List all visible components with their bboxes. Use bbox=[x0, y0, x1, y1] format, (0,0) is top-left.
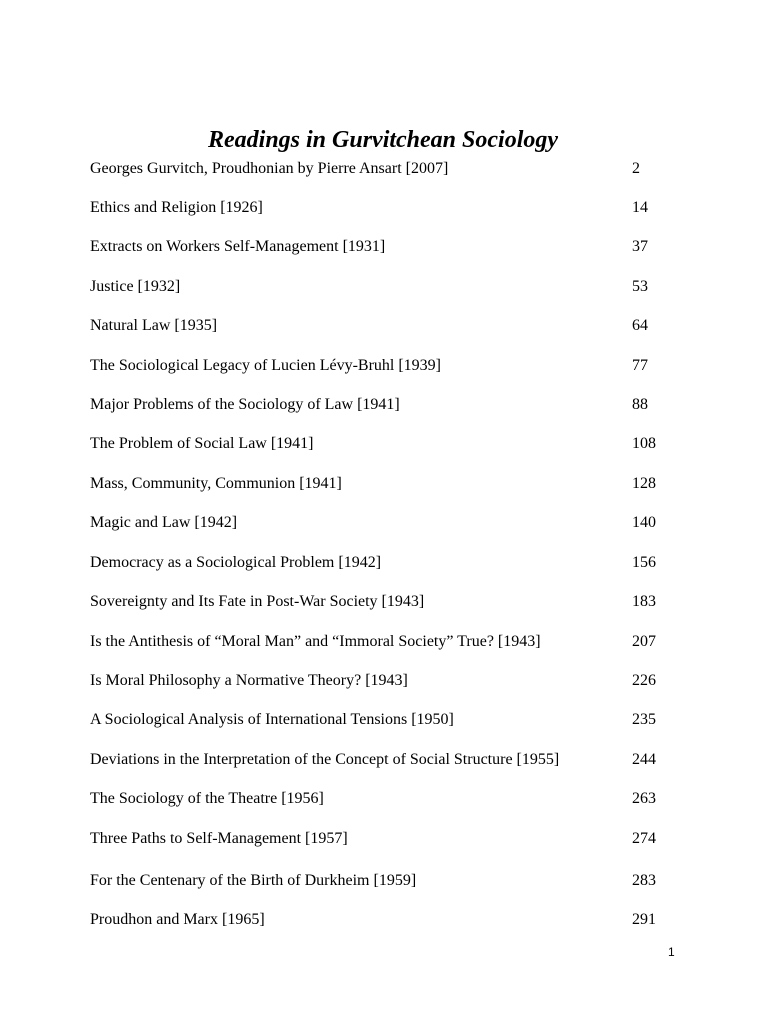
toc-entry-title: A Sociological Analysis of International Tensions [1950] bbox=[90, 711, 454, 728]
toc-entry-page-number: 64 bbox=[632, 317, 648, 334]
toc-entry bbox=[0, 827, 768, 851]
toc-entry bbox=[0, 196, 768, 220]
toc-entry bbox=[0, 630, 768, 654]
toc-entry-title: For the Centenary of the Birth of Durkheim [1959] bbox=[90, 872, 417, 889]
toc-entry-page-number: 291 bbox=[632, 911, 656, 928]
toc-entry-page-number: 108 bbox=[632, 435, 656, 452]
toc-entry-page-number: 283 bbox=[632, 872, 656, 889]
toc-entry-page-number: 156 bbox=[632, 554, 656, 571]
toc-entry-page-number: 274 bbox=[632, 830, 656, 847]
toc-entry-title: Ethics and Religion [1926] bbox=[90, 199, 263, 216]
toc-entry-page-number: 226 bbox=[632, 672, 656, 689]
toc-entry-title: Democracy as a Sociological Problem [1942] bbox=[90, 554, 382, 571]
toc-entry bbox=[0, 708, 768, 732]
toc-entry bbox=[0, 748, 768, 772]
toc-entry bbox=[0, 869, 768, 893]
toc-entry bbox=[0, 551, 768, 575]
toc-entry-page-number: 2 bbox=[632, 160, 640, 177]
toc-entry bbox=[0, 590, 768, 614]
toc-entry bbox=[0, 908, 768, 932]
toc-entry-page-number: 207 bbox=[632, 633, 656, 650]
toc-entry-page-number: 88 bbox=[632, 396, 648, 413]
toc-entry-page-number: 263 bbox=[632, 790, 656, 807]
toc-entry bbox=[0, 354, 768, 378]
toc-entry bbox=[0, 432, 768, 456]
toc-entry bbox=[0, 511, 768, 535]
toc-entry-page-number: 77 bbox=[632, 357, 648, 374]
toc-entry-title: Natural Law [1935] bbox=[90, 317, 218, 334]
toc-entry-page-number: 235 bbox=[632, 711, 656, 728]
toc-entry bbox=[0, 787, 768, 811]
toc-entry-title: The Sociological Legacy of Lucien Lévy-Bruhl [1939] bbox=[90, 357, 441, 374]
toc-entry-title: Magic and Law [1942] bbox=[90, 514, 238, 531]
toc-entry-page-number: 128 bbox=[632, 475, 656, 492]
toc-entry-title: Sovereignty and Its Fate in Post-War Society [1943] bbox=[90, 593, 425, 610]
toc-entry-title: Is Moral Philosophy a Normative Theory? [1943] bbox=[90, 672, 408, 689]
toc-entry-title: Proudhon and Marx [1965] bbox=[90, 911, 265, 928]
toc-entry bbox=[0, 472, 768, 496]
toc-entry-title: The Problem of Social Law [1941] bbox=[90, 435, 314, 452]
toc-entry-title: Mass, Community, Communion [1941] bbox=[90, 475, 342, 492]
toc-entry-page-number: 14 bbox=[632, 199, 648, 216]
toc-entry-title: Three Paths to Self-Management [1957] bbox=[90, 830, 348, 847]
page-title: Readings in Gurvitchean Sociology bbox=[207, 127, 559, 154]
toc-entry-title: The Sociology of the Theatre [1956] bbox=[90, 790, 324, 807]
toc-entry-title: Major Problems of the Sociology of Law [1941] bbox=[90, 396, 400, 413]
toc-entry-page-number: 140 bbox=[632, 514, 656, 531]
toc-entry-page-number: 183 bbox=[632, 593, 656, 610]
toc-entry-title: Deviations in the Interpretation of the Concept of Social Structure [1955] bbox=[90, 751, 560, 768]
toc-entry bbox=[0, 314, 768, 338]
toc-entry-title: Georges Gurvitch, Proudhonian by Pierre Ansart [2007] bbox=[90, 160, 449, 177]
toc-entry bbox=[0, 393, 768, 417]
toc-entry-title: Extracts on Workers Self-Management [1931] bbox=[90, 238, 386, 255]
toc-entry-title: Justice [1932] bbox=[90, 278, 181, 295]
toc-entry-page-number: 37 bbox=[632, 238, 648, 255]
toc-entry-page-number: 53 bbox=[632, 278, 648, 295]
toc-entry bbox=[0, 157, 768, 181]
toc-entry-title: Is the Antithesis of “Moral Man” and “Immoral Society” True? [1943] bbox=[90, 633, 541, 650]
footer-page-number: 1 bbox=[668, 945, 675, 959]
toc-entry bbox=[0, 275, 768, 299]
toc-entry bbox=[0, 235, 768, 259]
toc-entry bbox=[0, 669, 768, 693]
toc-entry-page-number: 244 bbox=[632, 751, 656, 768]
